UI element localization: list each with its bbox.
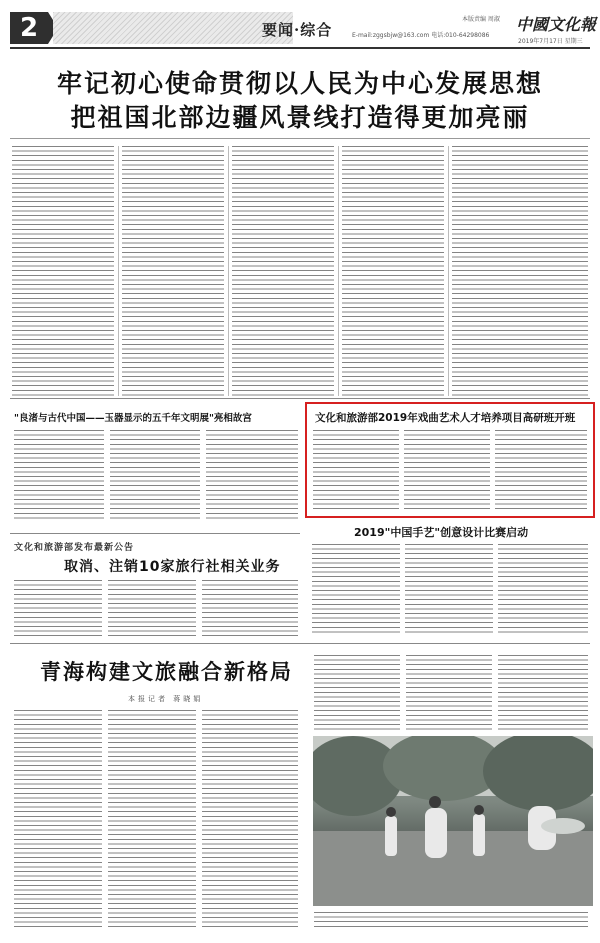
notice-column-2: [108, 580, 196, 638]
photo-illustration: [313, 736, 593, 906]
editor-info: 本版责编 周淑: [462, 16, 500, 23]
notice-label: 文化和旅游部发布最新公告: [14, 543, 135, 553]
handicraft-article-column-2: [405, 544, 493, 636]
exhibition-article-column-3: [206, 430, 298, 522]
lead-article-column-4: [342, 146, 444, 396]
headline-line-2: 把祖国北部边疆风景线打造得更加亮丽: [70, 103, 530, 132]
handicraft-article-title: 2019"中国手艺"创意设计比赛启动: [354, 526, 529, 539]
street-parade-photo: [313, 736, 593, 906]
lead-article-column-1: [12, 146, 114, 396]
section-rule: [10, 398, 590, 399]
headline-line-1: 牢记初心使命贯彻以人民为中心发展思想: [56, 69, 543, 98]
feature-column-2: [108, 710, 196, 930]
phone-info: E-mail:zggsbjw@163.com 电话:010-64298086: [352, 32, 490, 39]
feature-column-3: [202, 710, 298, 930]
handicraft-article-column-3: [498, 544, 588, 636]
lead-article-column-2: [122, 146, 224, 396]
feature-column-1: [14, 710, 102, 930]
notice-title: 取消、注销10家旅行社相关业务: [64, 559, 281, 575]
section-banner: [53, 12, 293, 44]
notice-column-3: [202, 580, 298, 638]
training-article-column-3: [495, 430, 587, 510]
exhibition-article-column-1: [14, 430, 104, 522]
section-rule: [10, 643, 590, 644]
section-title: 要闻·综合: [262, 21, 333, 39]
date-info: 2019年7月17日 星期三: [518, 38, 583, 45]
header-rule: [10, 47, 590, 49]
exhibition-article-title: "良渚与古代中国——玉器显示的五千年文明展"亮相故宫: [14, 413, 252, 424]
section-rule: [10, 533, 300, 534]
column-divider: [338, 146, 339, 396]
feature-right-column-1: [314, 655, 400, 731]
handicraft-article-column-1: [312, 544, 400, 636]
page-number: 2: [10, 12, 48, 44]
exhibition-article-column-2: [110, 430, 200, 522]
feature-article-title: 青海构建文旅融合新格局: [40, 660, 293, 684]
feature-byline: 本报记者 蒋晓娟: [128, 695, 204, 703]
photo-caption: [314, 912, 588, 930]
training-article-column-1: [313, 430, 399, 510]
lead-article-column-3: [232, 146, 334, 396]
column-divider: [448, 146, 449, 396]
masthead-logo: 中國文化報: [516, 15, 597, 34]
feature-right-column-3: [498, 655, 588, 731]
column-divider: [228, 146, 229, 396]
training-article-column-2: [404, 430, 490, 510]
training-article-title: 文化和旅游部2019年戏曲艺术人才培养项目高研班开班: [315, 412, 576, 424]
headline-rule: [10, 138, 590, 139]
feature-right-column-2: [406, 655, 492, 731]
lead-article-column-5: [452, 146, 588, 396]
column-divider: [118, 146, 119, 396]
notice-column-1: [14, 580, 102, 638]
